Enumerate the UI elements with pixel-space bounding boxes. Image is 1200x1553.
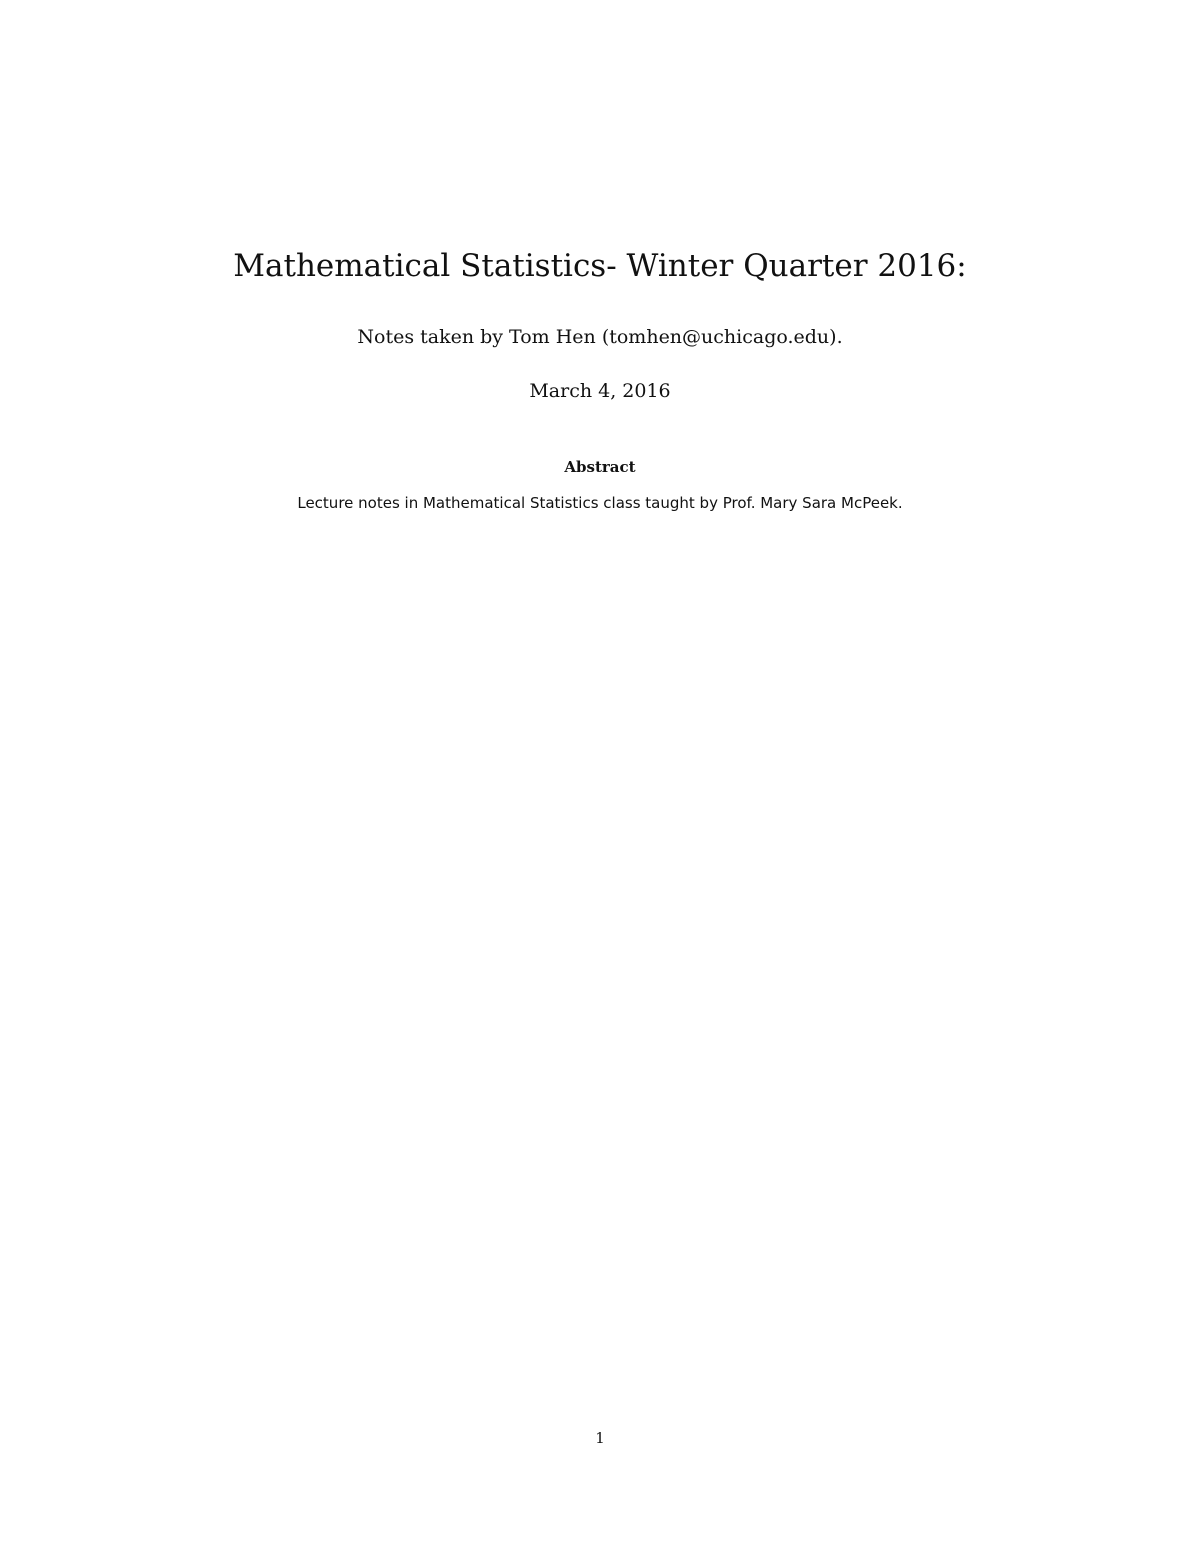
page-number: 1 xyxy=(595,1429,605,1447)
author-line: Notes taken by Tom Hen (tomhen@uchicago.edu). xyxy=(357,326,843,348)
document-title: Mathematical Statistics- Winter Quarter 2016: xyxy=(233,248,967,284)
abstract-heading: Abstract xyxy=(564,458,636,476)
document-date: March 4, 2016 xyxy=(529,380,671,402)
abstract-body: Lecture notes in Mathematical Statistics class taught by Prof. Mary Sara McPeek. xyxy=(297,494,903,512)
